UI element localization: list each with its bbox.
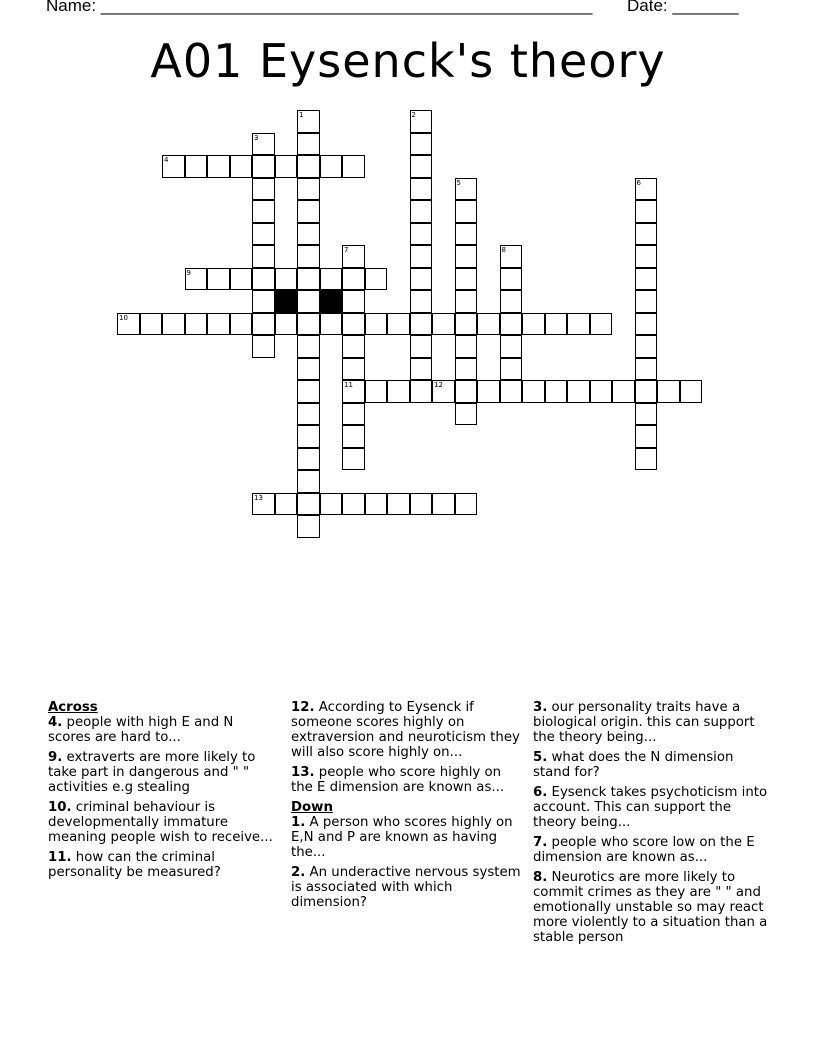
grid-cell[interactable]: [387, 380, 410, 403]
clue-down-3: [533, 700, 769, 745]
grid-cell[interactable]: [252, 290, 275, 313]
grid-cell[interactable]: [162, 313, 185, 336]
clue-across-12: [291, 700, 527, 760]
grid-cell[interactable]: [297, 493, 320, 516]
grid-cell[interactable]: [455, 178, 478, 201]
grid-cell[interactable]: [500, 245, 523, 268]
grid-cell[interactable]: [365, 493, 388, 516]
grid-cell[interactable]: [230, 155, 253, 178]
grid-cell[interactable]: [567, 313, 590, 336]
grid-cell[interactable]: [410, 493, 433, 516]
grid-cell[interactable]: [455, 313, 478, 336]
page-title: A01 Eysenck's theory: [150, 34, 666, 88]
grid-cell[interactable]: [342, 493, 365, 516]
clue-column-1: [48, 700, 280, 885]
clue-across-13: [291, 765, 527, 795]
grid-cell[interactable]: [297, 335, 320, 358]
clue-number: 13.: [291, 765, 315, 780]
grid-cell[interactable]: [297, 290, 320, 313]
grid-cell[interactable]: [207, 155, 230, 178]
grid-cell[interactable]: [297, 358, 320, 381]
grid-cell[interactable]: [657, 380, 680, 403]
grid-cell[interactable]: [500, 335, 523, 358]
clue-number-label: 12: [434, 381, 443, 389]
black-square: [275, 290, 298, 313]
clue-number-label: 10: [119, 313, 128, 322]
clue-text: According to Eysenck if someone scores highly on extraversion and neuroticism they will also score highly on...: [291, 700, 520, 760]
grid-cell[interactable]: [230, 268, 253, 291]
grid-cell[interactable]: [252, 493, 275, 516]
clue-number-label: 7: [344, 246, 349, 254]
clue-number: 12.: [291, 700, 315, 715]
grid-cell[interactable]: [455, 335, 478, 358]
clue-down-8: [533, 870, 769, 945]
grid-cell[interactable]: [297, 470, 320, 493]
clue-down-6: [533, 785, 769, 830]
grid-cell[interactable]: [252, 178, 275, 201]
name-field-label: Name: ____________________________________________________: [46, 0, 593, 15]
grid-cell[interactable]: [320, 313, 343, 336]
clue-number-label: 11: [344, 381, 353, 389]
grid-cell[interactable]: [252, 335, 275, 358]
clue-text: A person who scores highly on E,N and P are known as having the...: [291, 815, 513, 860]
clue-text: what does the N dimension stand for?: [533, 750, 734, 780]
clue-across-9: [48, 750, 280, 795]
clue-text: extraverts are more likely to take part in dangerous and " " activities e.g stealing: [48, 750, 256, 795]
clue-number: 10.: [48, 800, 72, 815]
grid-cell[interactable]: [297, 178, 320, 201]
grid-cell[interactable]: [410, 290, 433, 313]
grid-cell[interactable]: [410, 110, 433, 133]
across-heading: Across: [48, 700, 98, 715]
grid-cell[interactable]: [545, 380, 568, 403]
clue-column-2: [291, 700, 527, 915]
grid-cell[interactable]: [297, 155, 320, 178]
clue-number: 6.: [533, 785, 548, 800]
grid-cell[interactable]: [500, 290, 523, 313]
grid-cell[interactable]: [185, 313, 208, 336]
grid-cell[interactable]: [410, 245, 433, 268]
grid-cell[interactable]: [297, 245, 320, 268]
grid-cell[interactable]: [342, 358, 365, 381]
clue-number: 4.: [48, 715, 63, 730]
clue-number-label: 2: [411, 111, 416, 119]
grid-cell[interactable]: [410, 133, 433, 156]
grid-cell[interactable]: [342, 403, 365, 426]
grid-cell[interactable]: [252, 133, 275, 156]
grid-cell[interactable]: [365, 380, 388, 403]
clue-text: Eysenck takes psychoticism into account. This can support the theory being...: [533, 785, 768, 830]
down-heading: Down: [291, 800, 333, 815]
clue-number: 5.: [533, 750, 548, 765]
grid-cell[interactable]: [275, 493, 298, 516]
grid-cell[interactable]: [477, 313, 500, 336]
grid-cell[interactable]: [635, 358, 658, 381]
grid-cell[interactable]: [297, 200, 320, 223]
grid-cell[interactable]: [455, 223, 478, 246]
grid-cell[interactable]: [297, 268, 320, 291]
grid-cell[interactable]: [365, 313, 388, 336]
grid-cell[interactable]: [455, 380, 478, 403]
grid-cell[interactable]: [252, 155, 275, 178]
clue-number: 2.: [291, 865, 306, 880]
grid-cell[interactable]: [590, 380, 613, 403]
grid-cell[interactable]: [635, 245, 658, 268]
clue-across-10: [48, 800, 280, 845]
grid-cell[interactable]: [500, 358, 523, 381]
black-square: [320, 290, 343, 313]
grid-cell[interactable]: [320, 268, 343, 291]
grid-cell[interactable]: [297, 515, 320, 538]
clue-across-11: [48, 850, 280, 880]
grid-cell[interactable]: [297, 223, 320, 246]
grid-cell[interactable]: [432, 380, 455, 403]
clue-text: people with high E and N scores are hard to...: [48, 715, 234, 745]
clue-number-label: 3: [254, 133, 259, 142]
grid-cell[interactable]: [432, 493, 455, 516]
grid-cell[interactable]: [635, 335, 658, 358]
grid-cell[interactable]: [207, 268, 230, 291]
grid-cell[interactable]: [342, 425, 365, 448]
grid-cell[interactable]: [387, 313, 410, 336]
grid-cell[interactable]: [567, 380, 590, 403]
grid-cell[interactable]: [365, 268, 388, 291]
clue-number-label: 4: [164, 156, 169, 164]
clue-number: 7.: [533, 835, 548, 850]
grid-cell[interactable]: [117, 313, 140, 336]
grid-cell[interactable]: [297, 133, 320, 156]
grid-cell[interactable]: [500, 313, 523, 336]
grid-cell[interactable]: [342, 448, 365, 471]
grid-cell[interactable]: [545, 313, 568, 336]
grid-cell[interactable]: [252, 245, 275, 268]
grid-cell[interactable]: [410, 335, 433, 358]
date-field-label: Date: _______: [627, 0, 739, 15]
clue-down-5: [533, 750, 769, 780]
grid-cell[interactable]: [612, 380, 635, 403]
grid-cell[interactable]: [680, 380, 703, 403]
clue-down-7: [533, 835, 769, 865]
clue-number-label: 9: [186, 268, 191, 277]
grid-cell[interactable]: [455, 358, 478, 381]
grid-cell[interactable]: [185, 155, 208, 178]
grid-cell[interactable]: [410, 313, 433, 336]
grid-cell[interactable]: [410, 155, 433, 178]
grid-cell[interactable]: [635, 448, 658, 471]
grid-cell[interactable]: [342, 155, 365, 178]
grid-cell[interactable]: [635, 268, 658, 291]
grid-cell[interactable]: [252, 313, 275, 336]
grid-cell[interactable]: [342, 290, 365, 313]
grid-cell[interactable]: [635, 200, 658, 223]
grid-cell[interactable]: [297, 425, 320, 448]
grid-cell[interactable]: [455, 200, 478, 223]
grid-cell[interactable]: [275, 268, 298, 291]
grid-cell[interactable]: [410, 178, 433, 201]
grid-cell[interactable]: [410, 268, 433, 291]
grid-cell[interactable]: [320, 493, 343, 516]
clue-number-label: 5: [456, 178, 461, 187]
grid-cell[interactable]: [297, 403, 320, 426]
grid-cell[interactable]: [207, 313, 230, 336]
grid-cell[interactable]: [500, 268, 523, 291]
grid-cell[interactable]: [522, 380, 545, 403]
grid-cell[interactable]: [635, 178, 658, 201]
clue-text: criminal behaviour is developmentally immature meaning people wish to receive...: [48, 800, 273, 845]
clue-down-2: [291, 865, 527, 910]
grid-cell[interactable]: [455, 268, 478, 291]
grid-cell[interactable]: [455, 493, 478, 516]
grid-cell[interactable]: [297, 448, 320, 471]
grid-cell[interactable]: [635, 425, 658, 448]
grid-cell[interactable]: [342, 380, 365, 403]
grid-cell[interactable]: [342, 268, 365, 291]
clue-number-label: 13: [254, 493, 263, 502]
clue-number: 9.: [48, 750, 63, 765]
grid-cell[interactable]: [140, 313, 163, 336]
grid-cell[interactable]: [185, 268, 208, 291]
grid-cell[interactable]: [455, 290, 478, 313]
clue-text: how can the criminal personality be measured?: [48, 850, 221, 880]
clue-across-4: [48, 715, 280, 745]
grid-cell[interactable]: [635, 223, 658, 246]
grid-cell[interactable]: [387, 493, 410, 516]
grid-cell[interactable]: [455, 245, 478, 268]
clue-number-label: 6: [636, 178, 641, 187]
clue-number-label: 1: [299, 111, 304, 119]
clue-number: 11.: [48, 850, 72, 865]
grid-cell[interactable]: [162, 155, 185, 178]
grid-cell[interactable]: [522, 313, 545, 336]
grid-cell[interactable]: [342, 245, 365, 268]
grid-cell[interactable]: [275, 155, 298, 178]
clue-column-3: [533, 700, 769, 950]
clue-number-label: 8: [501, 246, 506, 254]
clue-number: 3.: [533, 700, 548, 715]
grid-cell[interactable]: [635, 380, 658, 403]
grid-cell[interactable]: [432, 313, 455, 336]
grid-cell[interactable]: [410, 358, 433, 381]
grid-cell[interactable]: [500, 380, 523, 403]
grid-cell[interactable]: [635, 403, 658, 426]
grid-cell[interactable]: [410, 200, 433, 223]
grid-cell[interactable]: [410, 380, 433, 403]
grid-cell[interactable]: [590, 313, 613, 336]
grid-cell[interactable]: [635, 313, 658, 336]
clue-number: 8.: [533, 870, 548, 885]
grid-cell[interactable]: [455, 403, 478, 426]
clue-down-1: [291, 815, 527, 860]
grid-cell[interactable]: [342, 335, 365, 358]
grid-cell[interactable]: [252, 200, 275, 223]
grid-cell[interactable]: [275, 313, 298, 336]
clue-text: people who score low on the E dimension are known as...: [533, 835, 755, 865]
grid-cell[interactable]: [477, 380, 500, 403]
grid-cell[interactable]: [297, 313, 320, 336]
clue-number: 1.: [291, 815, 306, 830]
grid-cell[interactable]: [230, 313, 253, 336]
clue-text: our personality traits have a biological origin. this can support the theory being...: [533, 700, 755, 745]
clue-text: An underactive nervous system is associated with which dimension?: [291, 865, 521, 910]
clue-text: people who score highly on the E dimension are known as...: [291, 765, 505, 795]
grid-cell[interactable]: [342, 313, 365, 336]
grid-cell[interactable]: [320, 155, 343, 178]
grid-cell[interactable]: [297, 380, 320, 403]
grid-cell[interactable]: [252, 268, 275, 291]
grid-cell[interactable]: [635, 290, 658, 313]
clue-text: Neurotics are more likely to commit crimes as they are " " and emotionally unstable so may react more violently to a situation than a stable person: [533, 870, 768, 945]
grid-cell[interactable]: [297, 110, 320, 133]
grid-cell[interactable]: [252, 223, 275, 246]
grid-cell[interactable]: [410, 223, 433, 246]
